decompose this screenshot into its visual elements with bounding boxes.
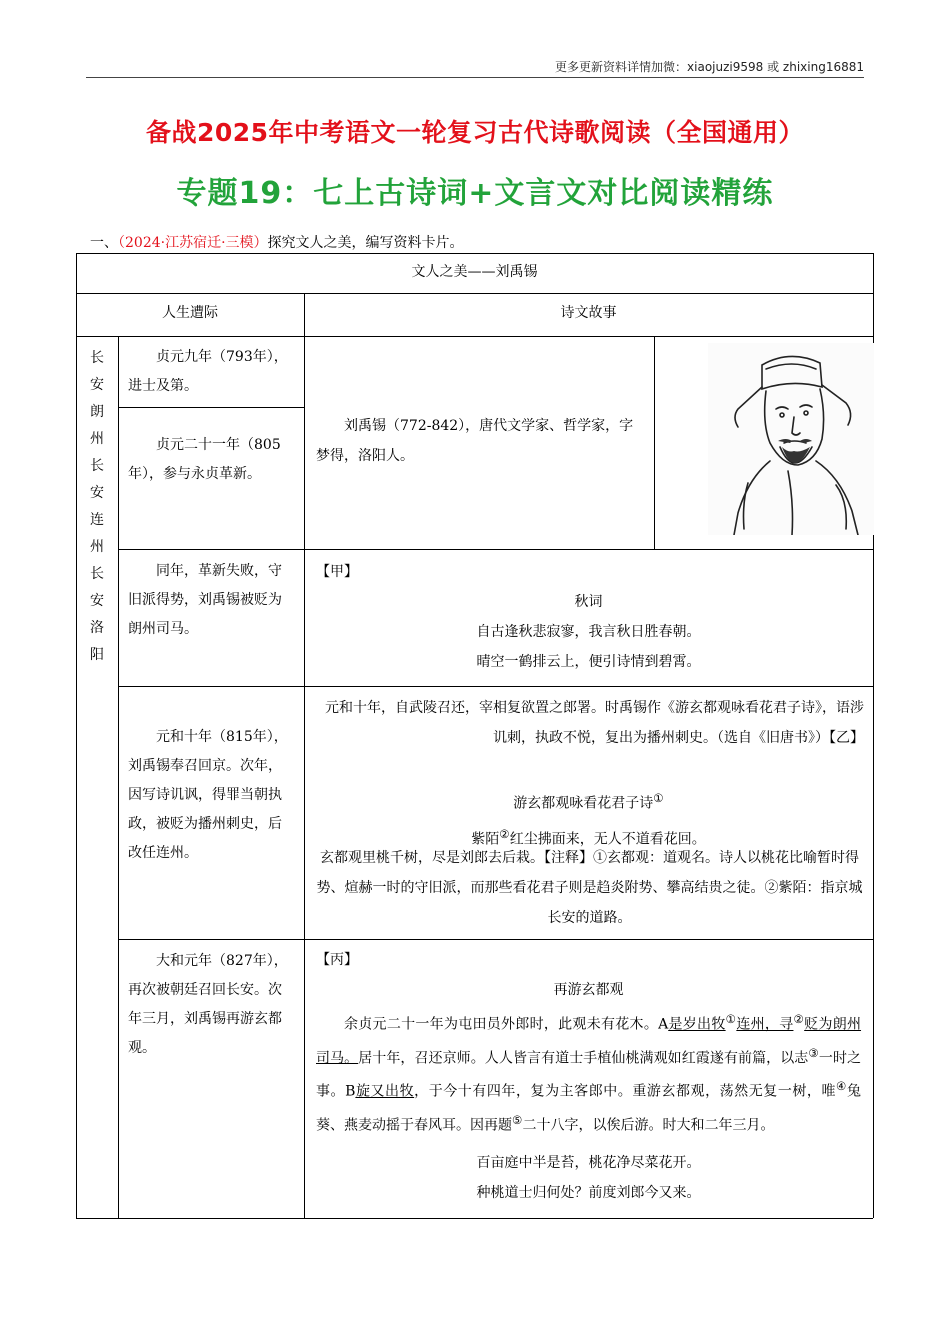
portrait-sketch-icon <box>708 343 874 535</box>
bing-underline-a: 是岁出牧 <box>668 1016 726 1033</box>
info-card-table <box>76 253 873 1218</box>
grid-line <box>76 253 873 254</box>
life-event-3: 同年，革新失败，守旧派得势，刘禹锡被贬为朗州司马。 <box>128 563 282 637</box>
grid-line <box>118 686 873 687</box>
yi-line-1-a: 紫陌 <box>471 831 500 848</box>
main-title: 备战2025年中考语文一轮复习古代诗歌阅读（全国通用） <box>145 118 805 147</box>
grid-line <box>304 293 305 1218</box>
yi-line-1-b: 红尘拂面来，无人不道看花回。 <box>509 831 706 848</box>
footnote-mark: ② <box>499 826 510 841</box>
place-char: 长 <box>90 350 104 366</box>
portrait-image <box>708 343 874 535</box>
yi-title-text: 游玄都观咏看花君子诗 <box>513 795 654 812</box>
bing-text: 居十年，召还京师。人人皆言有道士手植仙桃满观如红霞遂有前篇，以志 <box>358 1050 809 1067</box>
yi-line-2: 玄都观里桃千树，尽是刘郎去后栽。 <box>320 850 544 866</box>
footnote-mark: ② <box>793 1012 805 1026</box>
place-char: 州 <box>90 431 104 447</box>
grid-line <box>76 1218 873 1219</box>
col-header-story: 诗文故事 <box>560 305 617 321</box>
place-char: 朗 <box>90 404 104 420</box>
place-char: 州 <box>90 539 104 555</box>
col-header-life: 人生遭际 <box>162 305 218 321</box>
footnote-mark: ① <box>725 1012 737 1026</box>
bing-text: 兔葵、燕麦动摇于春风耳。因再题 <box>316 1083 862 1134</box>
bing-prose <box>316 1005 861 1140</box>
bio-text: 刘禹锡（772-842），唐代文学家、哲学家，字梦得，洛阳人。 <box>316 418 634 464</box>
bing-line-1: 百亩庭中半是苔，桃花净尽菜花开。 <box>476 1155 701 1171</box>
jia-title: 秋词 <box>574 594 603 610</box>
bing-text: ，于今十有四年，复为主客郎中。重游玄都观，荡然无复一树，唯 <box>414 1083 837 1100</box>
jia-line-1: 自古逢秋悲寂寥，我言秋日胜春朝。 <box>476 624 701 640</box>
question-prompt: 探究文人之美，编写资料卡片。 <box>267 235 464 251</box>
footnote-mark: ③ <box>808 1045 819 1060</box>
yi-title <box>304 783 873 819</box>
bing-text: 余贞元二十一年为屯田员外郎时，此观未有花木。A <box>344 1016 669 1033</box>
sub-title: 专题19：七上古诗词+文言文对比阅读精练 <box>176 176 774 211</box>
jia-poem <box>304 587 873 677</box>
life-event-5: 大和元年（827年），再次被朝廷召回长安。次年三月，刘禹锡再游玄都观。 <box>128 953 288 1056</box>
place-char: 阳 <box>90 647 104 663</box>
place-char: 安 <box>90 593 104 609</box>
bing-underline-b: 旋又出牧 <box>355 1083 415 1100</box>
bing-title: 再游玄都观 <box>553 982 624 998</box>
place-char: 长 <box>90 458 104 474</box>
bing-line-2: 种桃道士归何处？前度刘郎今又来。 <box>476 1185 701 1201</box>
bing-underline-a: 贬为朗州司马。 <box>316 1016 862 1067</box>
place-char: 长 <box>90 566 104 582</box>
bing-text: 二十八字，以俟后游。时大和二年三月。 <box>522 1117 775 1134</box>
bing-underline-a: 连州，寻 <box>736 1016 794 1033</box>
grid-line <box>118 336 119 1218</box>
place-char: 连 <box>90 512 104 528</box>
place-char: 洛 <box>90 620 104 636</box>
grid-line <box>118 939 873 940</box>
footnote-mark: ④ <box>836 1079 848 1094</box>
question-number: 一、 <box>90 235 118 251</box>
question-source: （2024·江苏宿迁·三模） <box>118 235 268 251</box>
grid-line <box>76 293 873 294</box>
place-char: 安 <box>90 485 104 501</box>
life-event-1: 贞元九年（793年），进士及第。 <box>128 349 288 394</box>
grid-line <box>654 336 655 549</box>
header-divider <box>86 77 864 78</box>
footnote-mark: ① <box>653 791 664 805</box>
jia-tag: 【甲】 <box>316 564 358 580</box>
life-event-2: 贞元二十一年（805年），参与永贞革新。 <box>128 437 281 482</box>
grid-line <box>118 407 304 408</box>
footnote-mark: ⑤ <box>512 1112 523 1127</box>
bing-text: 一时之事。B <box>316 1050 862 1100</box>
places-column <box>76 345 118 669</box>
question-intro <box>90 232 464 252</box>
grid-line <box>76 336 873 337</box>
table-caption: 文人之美——刘禹锡 <box>411 264 538 280</box>
bing-tag: 【丙】 <box>316 952 358 968</box>
yi-prose: 元和十年，自武陵召还，宰相复欲置之郎署。时禹锡作《游玄都观咏看花君子诗》，语涉讥刺，执政不悦，复出为播州刺史。（选自《旧唐书》）【乙】 <box>325 700 864 746</box>
header-note: 更多更新资料详情加微：xiaojuzi9598 或 zhixing16881 <box>555 60 864 74</box>
place-char: 安 <box>90 377 104 393</box>
grid-line <box>118 549 873 550</box>
life-event-4: 元和十年（815年），刘禹锡奉召回京。次年，因写诗讥讽，得罪当朝执政，被贬为播州刺史，后改任连州。 <box>128 729 288 861</box>
yi-note: 【注释】①玄都观：道观名。诗人以桃花比喻暂时得势、煊赫一时的守旧派，而那些看花君子则是趋炎附势、攀高结贵之徒。②紫陌：指京城长安的道路。 <box>316 850 863 926</box>
yi-tail <box>312 843 867 933</box>
bing-poem <box>304 1148 873 1208</box>
jia-line-2: 晴空一鹤排云上，便引诗情到碧霄。 <box>476 654 701 670</box>
